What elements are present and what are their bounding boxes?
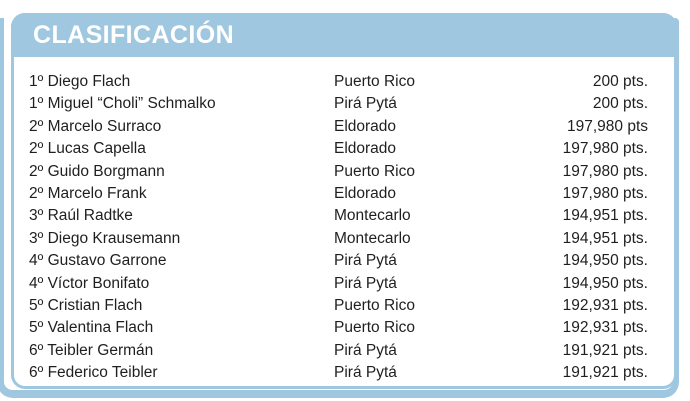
table-row xyxy=(29,250,648,272)
points-cell: 192,931 pts. xyxy=(562,297,648,315)
table-row xyxy=(29,93,648,115)
rank-name-cell: 5º Valentina Flach xyxy=(29,319,154,337)
points-cell: 200 pts. xyxy=(592,73,648,90)
rank-name-cell: 2º Marcelo Surraco xyxy=(29,117,162,135)
standings-table xyxy=(14,57,674,385)
team-cell: Pirá Pytá xyxy=(334,252,397,270)
rank-name-cell: 6º Federico Teibler xyxy=(29,364,158,382)
points-cell: 194,951 pts. xyxy=(562,229,648,247)
points-cell: 200 pts. xyxy=(592,95,648,113)
rank-name-cell: 2º Marcelo Frank xyxy=(29,185,147,203)
team-cell: Pirá Pytá xyxy=(334,95,397,113)
page-title: CLASIFICACIÓN xyxy=(33,20,235,49)
team-cell: Montecarlo xyxy=(334,207,411,225)
table-row xyxy=(29,161,648,183)
rank-name-cell: 4º Víctor Bonifato xyxy=(29,274,150,292)
team-cell: Eldorado xyxy=(334,140,397,158)
rank-name-cell: 3º Raúl Radtke xyxy=(29,207,133,225)
points-cell: 191,921 pts. xyxy=(562,341,648,359)
points-cell: 197,980 pts xyxy=(566,117,648,135)
rank-name-cell: 2º Guido Borgmann xyxy=(29,162,165,180)
team-cell: Montecarlo xyxy=(334,229,411,247)
team-cell: Puerto Rico xyxy=(334,319,415,337)
team-cell: Puerto Rico xyxy=(334,162,415,180)
table-row xyxy=(29,205,648,227)
rank-name-cell: 2º Lucas Capella xyxy=(29,140,146,158)
rank-name-cell: 1º Diego Flach xyxy=(29,73,131,90)
points-cell: 192,931 pts. xyxy=(562,319,648,337)
table-row xyxy=(29,228,648,250)
table-row xyxy=(29,362,648,384)
rank-name-cell: 4º Gustavo Garrone xyxy=(29,252,167,270)
table-row xyxy=(29,116,648,138)
table-row xyxy=(29,273,648,295)
table-row xyxy=(29,183,648,205)
team-cell: Puerto Rico xyxy=(334,73,415,90)
points-cell: 197,980 pts. xyxy=(562,185,648,203)
points-cell: 191,921 pts. xyxy=(562,364,648,382)
points-cell: 197,980 pts. xyxy=(562,162,648,180)
points-cell: 197,980 pts. xyxy=(562,140,648,158)
team-cell: Pirá Pytá xyxy=(334,341,397,359)
team-cell: Eldorado xyxy=(334,117,397,135)
table-row xyxy=(29,317,648,339)
points-cell: 194,951 pts. xyxy=(562,207,648,225)
team-cell: Eldorado xyxy=(334,185,397,203)
card-header-bar xyxy=(11,13,677,57)
team-cell: Puerto Rico xyxy=(334,297,415,315)
points-cell: 194,950 pts. xyxy=(562,274,648,292)
table-row xyxy=(29,295,648,317)
team-cell: Pirá Pytá xyxy=(334,274,397,292)
table-row xyxy=(29,71,648,93)
rank-name-cell: 5º Cristian Flach xyxy=(29,297,143,315)
team-cell: Pirá Pytá xyxy=(334,364,397,382)
rank-name-cell: 1º Miguel “Choli” Schmalko xyxy=(29,95,216,113)
rank-name-cell: 6º Teibler Germán xyxy=(29,341,154,359)
classification-card xyxy=(11,13,677,389)
rank-name-cell: 3º Diego Krausemann xyxy=(29,229,181,247)
table-row xyxy=(29,138,648,160)
table-row xyxy=(29,340,648,362)
points-cell: 194,950 pts. xyxy=(562,252,648,270)
